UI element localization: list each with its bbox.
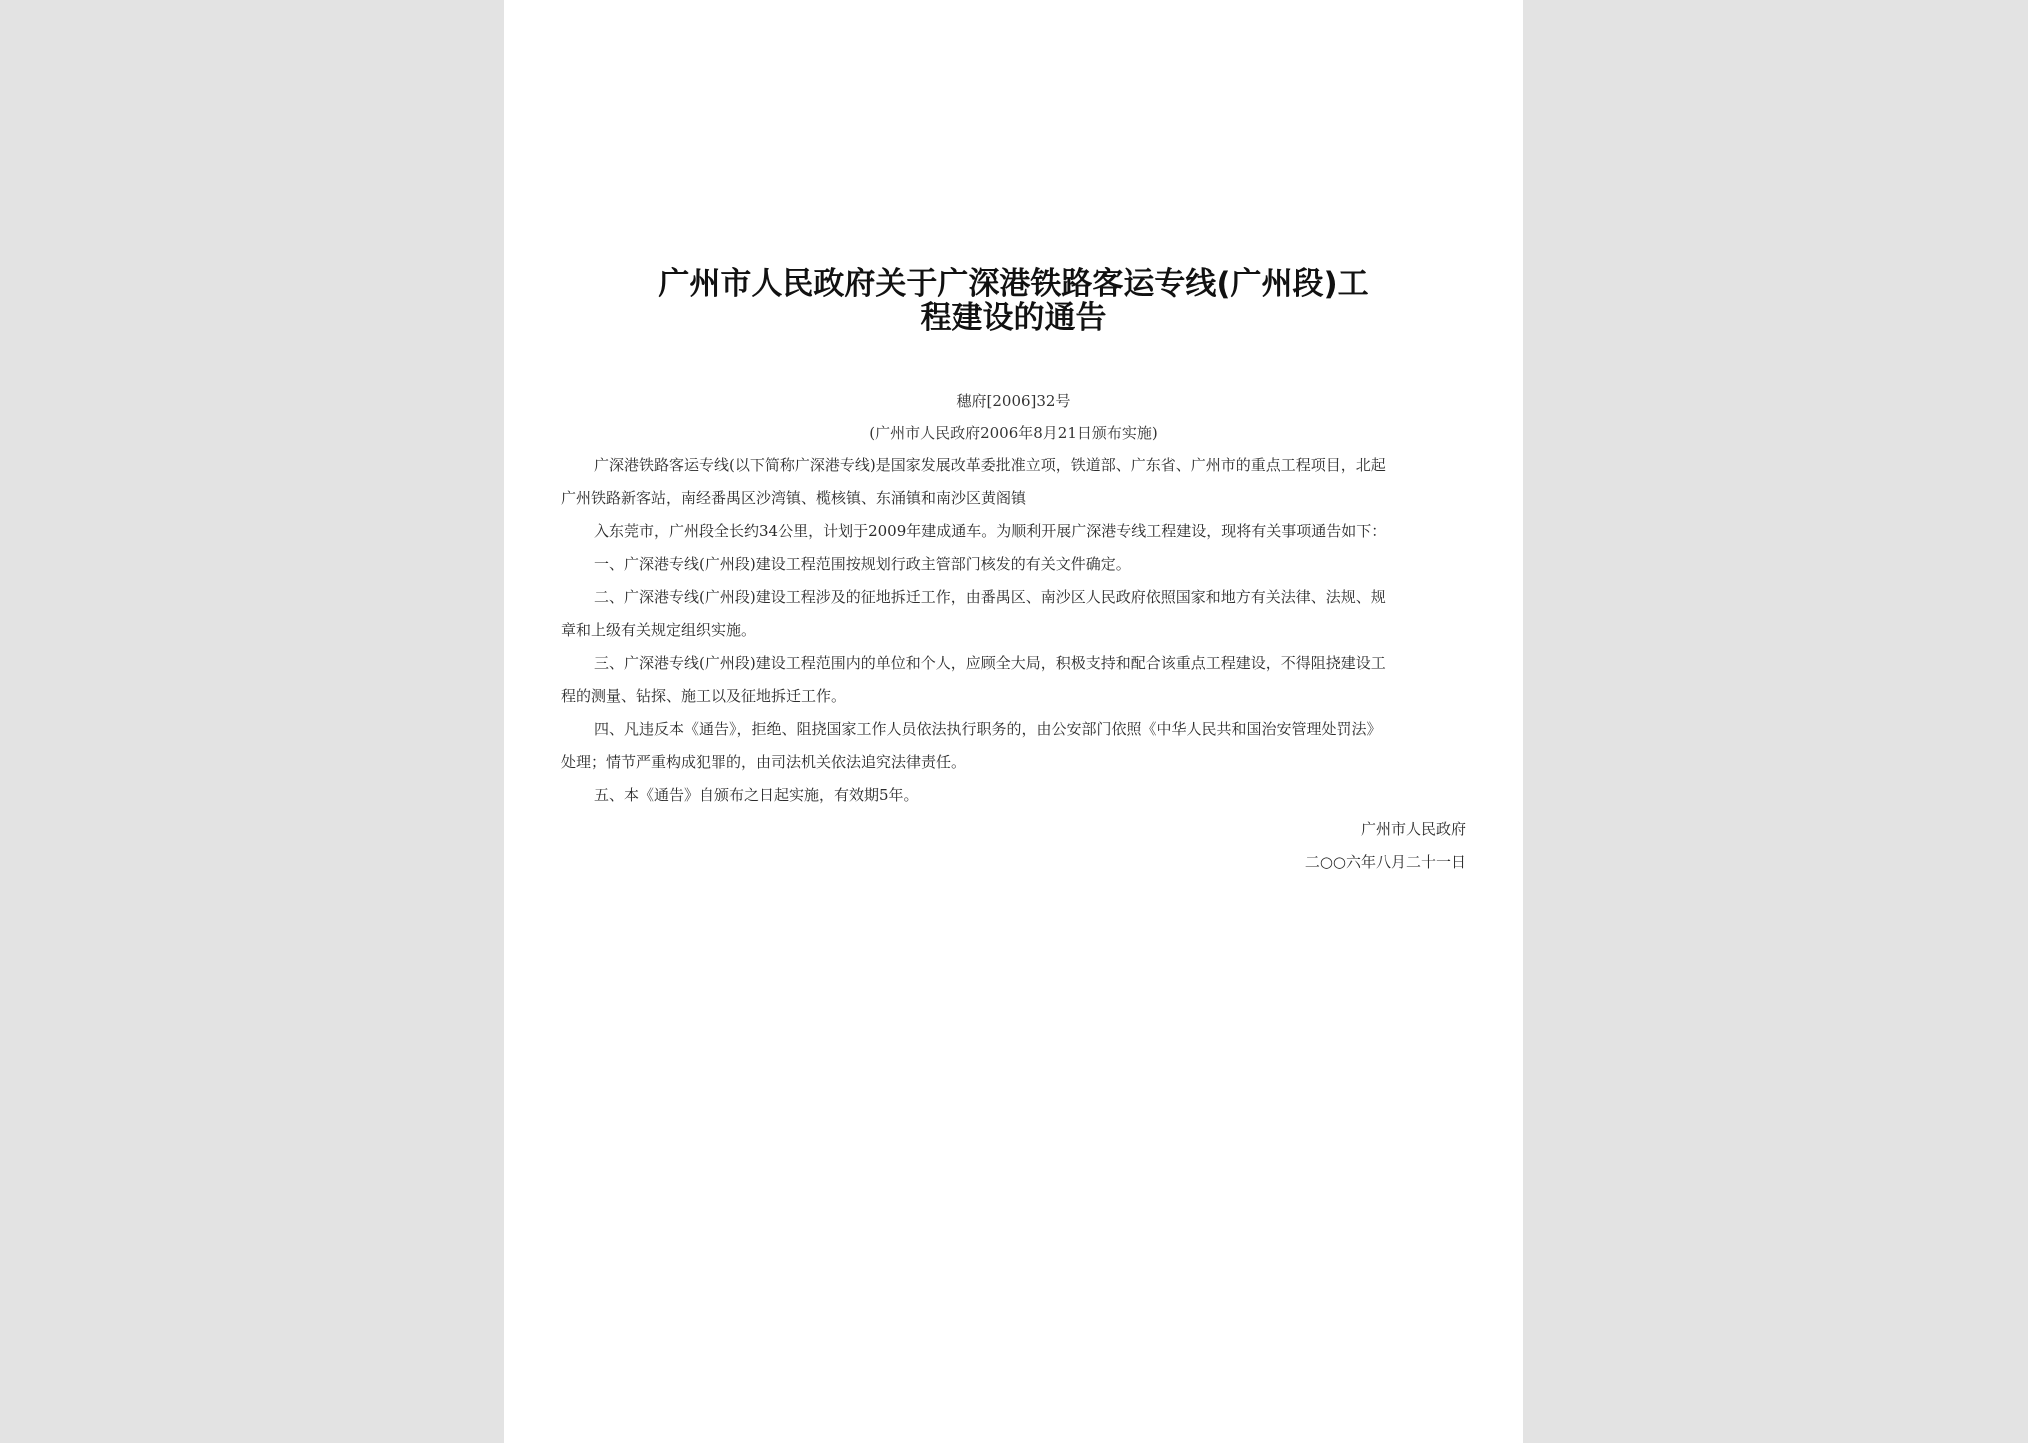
body-line: 处理；情节严重构成犯罪的，由司法机关依法追究法律责任。 (561, 753, 967, 771)
document-title-line-1: 广州市人民政府关于广深港铁路客运专线(广州段)工 (658, 266, 1369, 302)
issuer-signature: 广州市人民政府 (1360, 820, 1466, 838)
body-line: 三、广深港专线(广州段)建设工程范围内的单位和个人，应顾全大局，积极支持和配合该重点工程建设，不得阻挠建设工 (594, 654, 1386, 672)
enactment-note: (广州市人民政府2006年8月21日颁布实施) (869, 424, 1158, 442)
document-page (504, 0, 1523, 1443)
body-line: 五、本《通告》自颁布之日起实施，有效期5年。 (594, 786, 919, 804)
document-title-line-2: 程建设的通告 (920, 300, 1107, 336)
issue-date: 二○○六年八月二十一日 (1304, 853, 1466, 871)
body-line: 二、广深港专线(广州段)建设工程涉及的征地拆迁工作，由番禺区、南沙区人民政府依照国家和地方有关法律、法规、规 (594, 588, 1386, 606)
body-line: 入东莞市，广州段全长约34公里，计划于2009年建成通车。为顺利开展广深港专线工程建设，现将有关事项通告如下： (594, 522, 1387, 540)
body-line: 四、凡违反本《通告》，拒绝、阻挠国家工作人员依法执行职务的，由公安部门依照《中华人民共和国治安管理处罚法》 (594, 720, 1382, 738)
body-line: 一、广深港专线(广州段)建设工程范围按规划行政主管部门核发的有关文件确定。 (594, 555, 1131, 573)
document-number: 穗府[2006]32号 (956, 392, 1071, 410)
body-line: 程的测量、钻探、施工以及征地拆迁工作。 (561, 687, 847, 705)
body-line: 广深港铁路客运专线(以下简称广深港专线)是国家发展改革委批准立项，铁道部、广东省、广州市的重点工程项目，北起 (594, 456, 1386, 474)
body-line: 章和上级有关规定组织实施。 (561, 621, 757, 639)
body-line: 广州铁路新客站，南经番禺区沙湾镇、榄核镇、东涌镇和南沙区黄阁镇 (561, 489, 1027, 507)
